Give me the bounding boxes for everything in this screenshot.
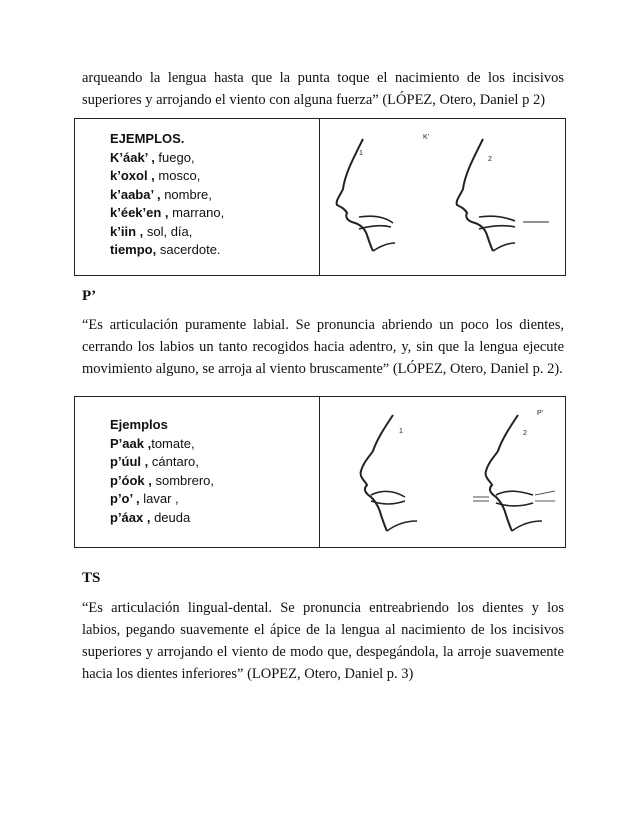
example-item: K’áak’ , fuego,	[110, 149, 195, 165]
example-item: P’aak ,tomate,	[110, 435, 195, 451]
example-item: p’o’ , lavar ,	[110, 491, 179, 506]
examples-list-p	[110, 416, 214, 527]
example-item: p’óok , sombrero,	[110, 472, 215, 488]
examples-list-k	[110, 130, 224, 260]
svg-text:1: 1	[359, 150, 363, 157]
example-item: k’iin , sol, día,	[110, 223, 193, 239]
articulation-diagram-k	[323, 119, 563, 274]
example-item: p’úul , cántaro,	[110, 454, 199, 469]
example-item: k’aaba’ , nombre,	[110, 186, 212, 202]
examples-heading: Ejemplos	[110, 417, 168, 432]
example-item: k’éek’en , marrano,	[110, 205, 225, 220]
paragraph-ts: “Es articulación lingual-dental. Se pronuncia entreabriendo los dientes y los labios, pegando suavemente el ápice de la lengua al nacimiento de los incisivos superiores y arrojando el viento de modo que, despegándola, la arroje suavemente hacia los dientes inferiores” (LOPEZ, Otero, Daniel p. 3)	[82, 600, 564, 682]
svg-text:2: 2	[488, 156, 492, 163]
section-heading-ts: TS	[82, 570, 101, 586]
box-divider	[319, 119, 320, 275]
examples-box-k	[74, 118, 566, 276]
svg-text:1: 1	[399, 428, 403, 435]
paragraph-p: “Es articulación puramente labial. Se pronuncia abriendo un poco los dientes, cerrando los labios un tanto recogidos hacia adentro, y, sin que la lengua ejecute movimiento alguno, se arroja al viento bruscamente” (LÓPEZ, Otero, Daniel p. 2).	[82, 317, 564, 377]
example-item: tiempo, sacerdote.	[110, 242, 221, 257]
example-item: p’áax , deuda	[110, 509, 191, 525]
figure-title: P’	[537, 410, 544, 417]
box-divider	[319, 397, 320, 547]
example-item: k’oxol , mosco,	[110, 168, 201, 183]
svg-text:2: 2	[523, 430, 527, 437]
figure-title: K’	[423, 134, 430, 141]
section-heading-p: P’	[82, 288, 97, 304]
examples-box-p	[74, 396, 566, 548]
articulation-diagram-p	[323, 397, 563, 547]
paragraph-intro: arqueando la lengua hasta que la punta toque el nacimiento de los incisivos superiores y arrojando el viento con alguna fuerza” (LÓPEZ, Otero, Daniel p 2)	[82, 70, 564, 108]
examples-heading: EJEMPLOS.	[110, 131, 185, 146]
